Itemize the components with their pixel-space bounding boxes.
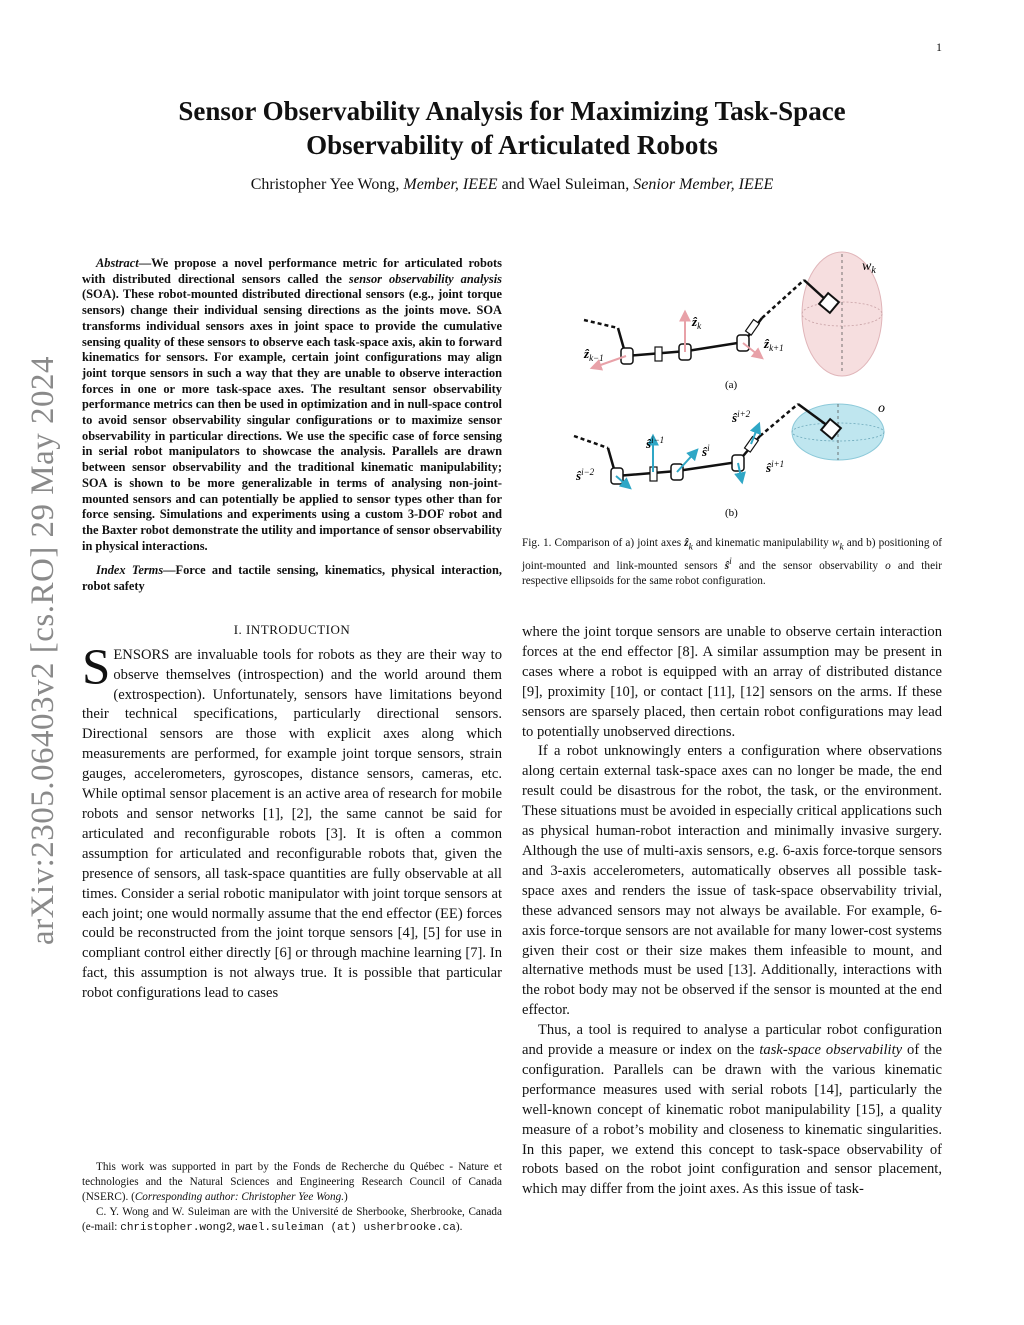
author-1: Christopher Yee Wong,	[250, 176, 400, 193]
label-a: (a)	[725, 379, 738, 391]
funding-close: )	[344, 1191, 348, 1203]
author-line	[120, 176, 904, 194]
footnotes	[82, 1160, 502, 1236]
caption-text-c: and b) positioning of joint-mounted and link-mounted sensors	[522, 537, 942, 573]
right-column	[522, 236, 942, 1200]
label-o: o	[878, 401, 885, 416]
caption-si: ŝ	[724, 560, 730, 573]
robot-b-dashed-base	[574, 436, 608, 448]
email-2[interactable]: wael.suleiman (at) usherbrooke.ca	[238, 1222, 456, 1234]
label-zk1: ẑ$_{k+1}$	[764, 336, 784, 353]
robot-a-dashed-end	[762, 280, 804, 318]
title-line-1: Sensor Observability Analysis for Maximizing Task-Space	[178, 96, 846, 126]
right-paragraph-3-term: task-space observability	[759, 1042, 903, 1059]
robot-b	[574, 401, 885, 519]
abstract-term: sensor observability analysis	[348, 271, 502, 286]
link-sensor-a1	[655, 347, 662, 361]
label-s-im2: $ŝ^{i-2}$	[576, 467, 595, 483]
caption-si-sup: i	[729, 557, 732, 568]
paper-title	[120, 94, 904, 162]
label-s-ip1: $ŝ^{i+1}$	[766, 459, 785, 475]
link-sensor-a2	[746, 320, 760, 335]
author-1-role: Member, IEEE	[403, 176, 498, 193]
author-2-role: Senior Member, IEEE	[633, 176, 774, 193]
caption-o: o	[885, 560, 891, 573]
caption-text-e: and their respective ellipsoids for the same robot configuration.	[522, 560, 942, 588]
index-terms-lead: Index Terms	[96, 563, 164, 578]
joint-a1	[621, 348, 633, 364]
figure-caption	[522, 536, 942, 589]
index-terms-text: —Force and tactile sensing, kinematics, physical interaction, robot safety	[82, 563, 502, 594]
label-zkm1: ẑ$_{k-1}$	[584, 346, 604, 363]
right-paragraph-3-b: of the configuration. Parallels can be drawn with the various kinematic performance measures used with serial robots [14], particularly the well-known concept of kinematic robot manipulability [15], a quality measure of a robot’s mobility and closeness to kinematic singularities. In this paper, we extend this concept to task-space observability of robots based on the robot joint configuration and sensor placement, which may differ from the joint axes. As this issue of task-	[522, 1042, 942, 1198]
label-s-ip2: $ŝ^{i+2}$	[732, 409, 751, 425]
title-line-2: Observability of Articulated Robots	[306, 130, 718, 160]
author-conjunction: and	[501, 176, 525, 193]
right-paragraph-1: where the joint torque sensors are unable to observe certain interaction forces at the end effector [8]. A similar assumption may be present in cases where a robot is equipped with an array of distributed distance [9], proximity [10], or contact [11], [12] sensors on the arms. If these sensors are sparsely placed, then certain robot configurations may lead to potentially unobserved directions.	[522, 624, 942, 740]
section-numeral: I. I	[233, 621, 251, 637]
robot-diagram	[522, 236, 942, 536]
robot-a	[583, 252, 882, 391]
funding-text: This work was supported in part by the Fonds de Recherche du Québec - Nature et technologies and the Natural Sciences and Engineering Research Council of Canada (NSERC). (	[82, 1161, 502, 1203]
caption-wk-sub: k	[839, 542, 844, 553]
index-terms	[82, 563, 502, 594]
label-b: (b)	[725, 507, 738, 519]
label-zk: ẑ$_k$	[692, 314, 702, 331]
link-sensor-b2	[745, 437, 759, 452]
page-number: 1	[936, 40, 942, 54]
abstract	[82, 256, 502, 554]
abstract-text-b: (SOA). These robot-mounted distributed directional sensors (e.g., joint torque sensors) change their individual sensing directions as the joints move. SOA transforms individual sensors axes in joint space to provide the cumulative sensing quality of these sensors to observe each task-space axis, akin to forward kinematics for sensors. For example, certain joint configurations may align joint torque sensors in such a way that they are unable to observe interaction forces in one or more task-space axes. The resultant sensor observability performance metrics can then be used in optimization and in null-space control to avoid sensor observability singular configurations or to maximize sensor observability in particular directions. We use the specific case of force sensing in serial robot manipulators to showcase the analysis. Parallels are drawn between sensor observability and the traditional kinematic manipulability; SOA is shown to be more generalizable in terms of analysing non-joint-mounted sensors and can potentially be applied to sensor types other than for force sensing. Simulations and experiments using a custom 3-DOF robot and the Baxter robot demonstrate the utility and importance of sensor observability in physical interactions.	[82, 287, 502, 553]
arxiv-identifier-stamp	[24, 345, 64, 955]
intro-text: are invaluable tools for robots as they are their way to observe themselves (introspection) and the world around them (extrospection). Unfortunately, sensors have limitations beyond their technical specifications, particularly directional sensors. Directional sensors are those with explicit axes along which measurements are performed, for example joint torque sensors, strain gauges, accelerometers, gyroscopes, distance sensors, cameras, etc. While optimal sensor placement is an active area of research for mobile robots and sensor networks [1], [2], the same cannot be said for articulated and reconfigurable robots [3]. It is often a common assumption for articulated and reconfigurable robots that, given the presence of sensors, all task-space quantities are fully observable at all times. Consider a serial robotic manipulator with joint torque sensors at each joint; one would normally assume that the end effector (EE) forces could be reconstructed from the joint torque sensors [4], [5] for use in compliant control either directly [6] or through machine learning [7]. In fact, this assumption is not always true. It is possible that particular robot configurations lead to cases	[82, 646, 502, 1002]
section-name: NTRODUCTION	[250, 621, 351, 637]
right-paragraph-2: If a robot unknowingly enters a configuration where observations along certain external task-space axes can no longer be made, the end result could be disastrous for the robot, the task, or the environment. These situations must be avoided in especially critical applications such as physical human-robot interaction and minimally invasive surgery. Although the use of multi-axis sensors, e.g. 6-axis force-torque sensors and 3-axis accelerometers, automatically observes all possible task-space axes and renders the issue of task-space observability trivial, these advanced sensors may not always be available. For example, 6-axis force-torque sensors are not available for many lower-cost systems given their cost or their size makes them infeasible to mount, and alternative methods must be used [13]. Additionally, interactions with the robot body may not be observed if the sensor is mounted at the end effector.	[522, 743, 942, 1019]
email-separator: ,	[232, 1221, 239, 1233]
figure-1	[522, 236, 942, 536]
abstract-text-a: —We propose a novel performance metric for articulated robots with distributed directional sensors called the	[82, 256, 502, 286]
right-paragraph-3	[522, 1021, 942, 1200]
right-paragraph-3-a: Thus, a tool is required to analyse a particular robot configuration and provide a measure or index on the	[522, 1022, 942, 1059]
label-wk: $w_k$	[862, 259, 876, 276]
caption-text-b: and kinematic manipulability	[692, 537, 832, 549]
affiliation-text: C. Y. Wong and W. Suleiman are with the Université de Sherbooke, Sherbrooke, Canada (e-mail:	[82, 1206, 502, 1233]
intro-first-word: ENSORS	[113, 646, 170, 663]
robot-a-dashed-base	[584, 320, 618, 328]
caption-text-d: and the sensor observability	[731, 560, 886, 573]
affiliation-close: ).	[455, 1221, 463, 1233]
intro-paragraph	[82, 639, 502, 1004]
caption-text-a: Fig. 1. Comparison of a) joint axes	[522, 537, 685, 549]
section-heading-introduction	[82, 622, 502, 638]
caption-wk: w	[831, 537, 840, 549]
abstract-lead: Abstract	[96, 256, 139, 270]
affiliation-footnote	[82, 1205, 502, 1236]
email-1[interactable]: christopher.wong2	[120, 1222, 233, 1234]
funding-footnote	[82, 1160, 502, 1205]
dropcap-letter: S	[82, 639, 111, 696]
caption-zk: ẑ	[684, 537, 689, 549]
caption-zk-sub: k	[688, 542, 693, 553]
label-s-i: $ŝ^i$	[702, 443, 710, 459]
label-s-im1: $ŝ^{i-1}$	[646, 435, 665, 451]
arxiv-identifier-text: arXiv:2305.06403v2 [cs.RO] 29 May 2024	[25, 355, 62, 945]
corresponding-author: Corresponding author: Christopher Yee Wong.	[134, 1191, 345, 1203]
left-column	[82, 256, 502, 1004]
author-2: Wael Suleiman,	[528, 176, 630, 193]
